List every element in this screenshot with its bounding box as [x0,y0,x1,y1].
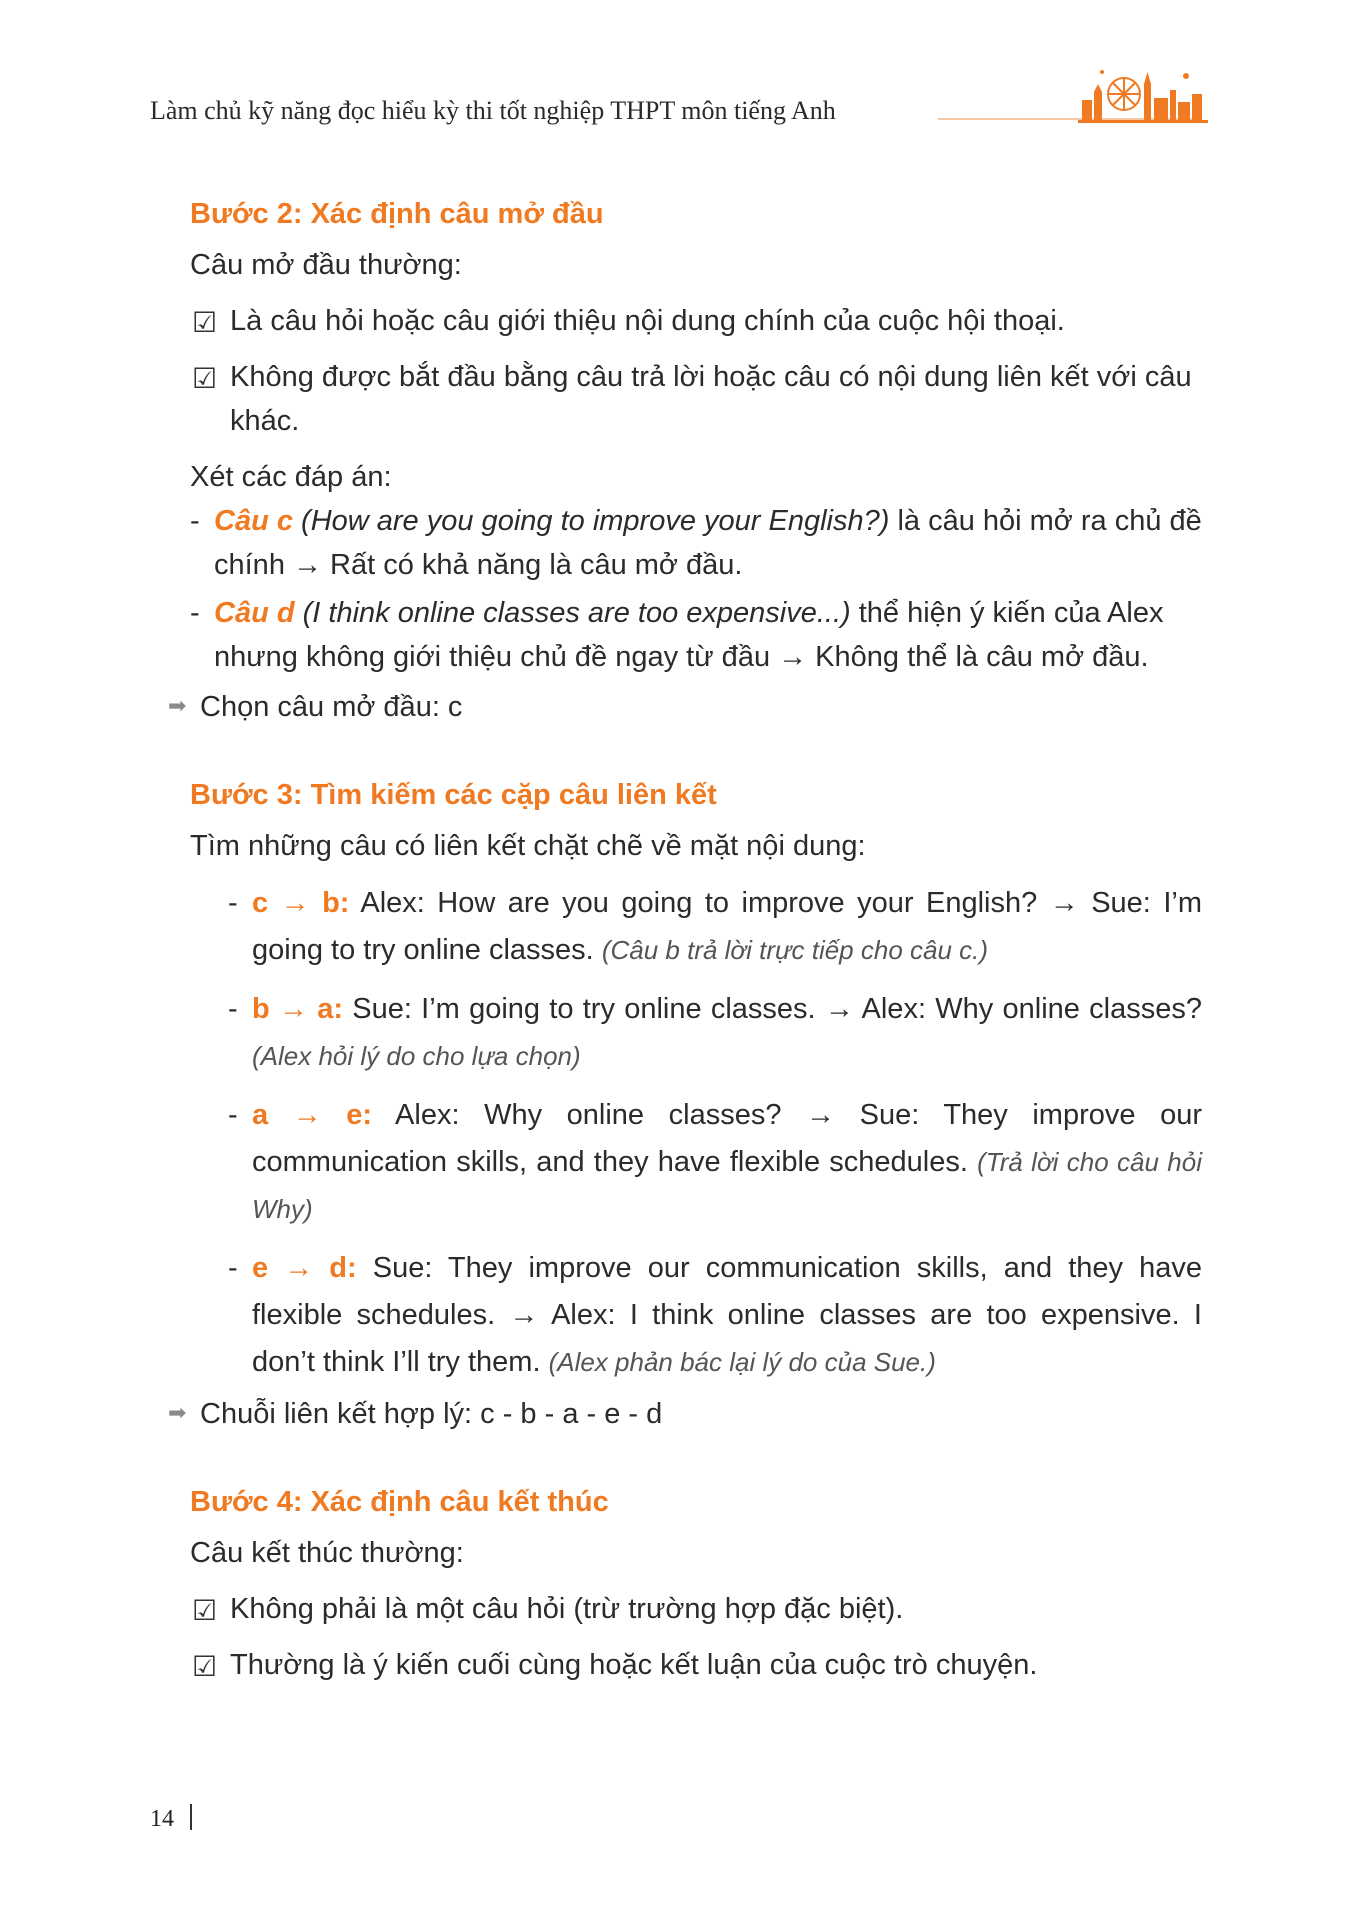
step2-heading: Bước 2: Xác định câu mở đầu [190,198,604,230]
dash-marker: - [228,887,238,919]
conclusion-text: Chuỗi liên kết hợp lý: c - b - a - e - d [200,1398,663,1430]
step3-conclusion [168,1392,1202,1436]
link-pair: e → d: [252,1252,357,1284]
link-pair: a → e: [252,1099,373,1131]
link-note: (Alex hỏi lý do cho lựa chọn) [252,1041,581,1071]
option-quote: (How are you going to improve your English?) [301,505,890,537]
dash-marker: - [228,1252,238,1284]
link-item [228,880,1202,974]
conclusion-text: Chọn câu mở đầu: c [200,691,463,723]
consider-label: Xét các đáp án: [190,461,392,493]
arrow-right-icon: ➡ [168,694,187,719]
link-pair: b → a: [252,993,344,1025]
page-number: 14 [150,1806,174,1832]
check-text: Thường là ý kiến cuối cùng hoặc kết luận của cuộc trò chuyện. [230,1649,1038,1681]
check-text: Là câu hỏi hoặc câu giới thiệu nội dung chính của cuộc hội thoại. [230,305,1065,337]
dash-marker: - [228,993,238,1025]
link-item [228,986,1202,1080]
step3-heading: Bước 3: Tìm kiếm các cặp câu liên kết [190,779,717,811]
arrow-right-icon: ➡ [168,1401,187,1426]
checkbox-icon: ☑ [192,1594,218,1627]
link-list [228,880,1202,1386]
option-text: thể hiện ý kiến của Alex nhưng không giới thiệu chủ đề ngay từ đầu → Không thể là câu mở đầu. [214,597,1164,673]
checkbox-icon: ☑ [192,1650,218,1683]
option-item [190,591,1202,679]
dash-marker: - [190,597,200,629]
option-item [190,499,1202,587]
step4-heading: Bước 4: Xác định câu kết thúc [190,1486,609,1518]
option-text: là câu hỏi mở ra chủ đề chính → Rất có khả năng là câu mở đầu. [214,505,1202,581]
check-text: Không phải là một câu hỏi (trừ trường hợp đặc biệt). [230,1593,904,1625]
step2-conclusion [168,685,1202,729]
page-content [168,198,1203,1699]
link-text: Sue: They improve our communication skills, and they have flexible schedules. → Alex: I think online classes are too expensive. I don’t think I’ll try them. [252,1252,1202,1378]
option-label: Câu d [214,597,295,629]
link-note: (Alex phản bác lại lý do của Sue.) [548,1347,936,1377]
option-quote: (I think online classes are too expensive...) [302,597,851,629]
check-item [190,1587,1202,1631]
step2-intro: Câu mở đầu thường: [190,249,462,281]
check-text: Không được bắt đầu bằng câu trả lời hoặc câu có nội dung liên kết với câu khác. [230,361,1192,437]
check-item [190,299,1202,343]
link-text: Alex: Why online classes? → Sue: They improve our communication skills, and they have flexible schedules. [252,1099,1202,1178]
link-note: (Câu b trả lời trực tiếp cho câu c.) [601,935,989,965]
link-pair: c → b: [252,887,350,919]
dash-marker: - [190,505,200,537]
link-item [228,1092,1202,1233]
check-item [190,1643,1202,1687]
check-item [190,355,1202,443]
step3-intro: Tìm những câu có liên kết chặt chẽ về mặt nội dung: [190,830,866,862]
running-header: Làm chủ kỹ năng đọc hiểu kỳ thi tốt nghiệp THPT môn tiếng Anh [150,96,836,125]
dash-marker: - [228,1099,238,1131]
footer-divider [190,1804,192,1830]
link-text: Sue: I’m going to try online classes. → Alex: Why online classes? [343,993,1202,1025]
link-text: Alex: How are you going to improve your English? → Sue: I’m going to try online classes. [252,887,1203,966]
city-skyline-icon [1078,64,1208,124]
step4-intro: Câu kết thúc thường: [190,1537,464,1569]
link-item [228,1245,1202,1386]
option-label: Câu c [214,505,293,537]
link-note: (Trả lời cho câu hỏi Why) [252,1147,1202,1224]
checkbox-icon: ☑ [192,362,218,395]
checkbox-icon: ☑ [192,306,218,339]
